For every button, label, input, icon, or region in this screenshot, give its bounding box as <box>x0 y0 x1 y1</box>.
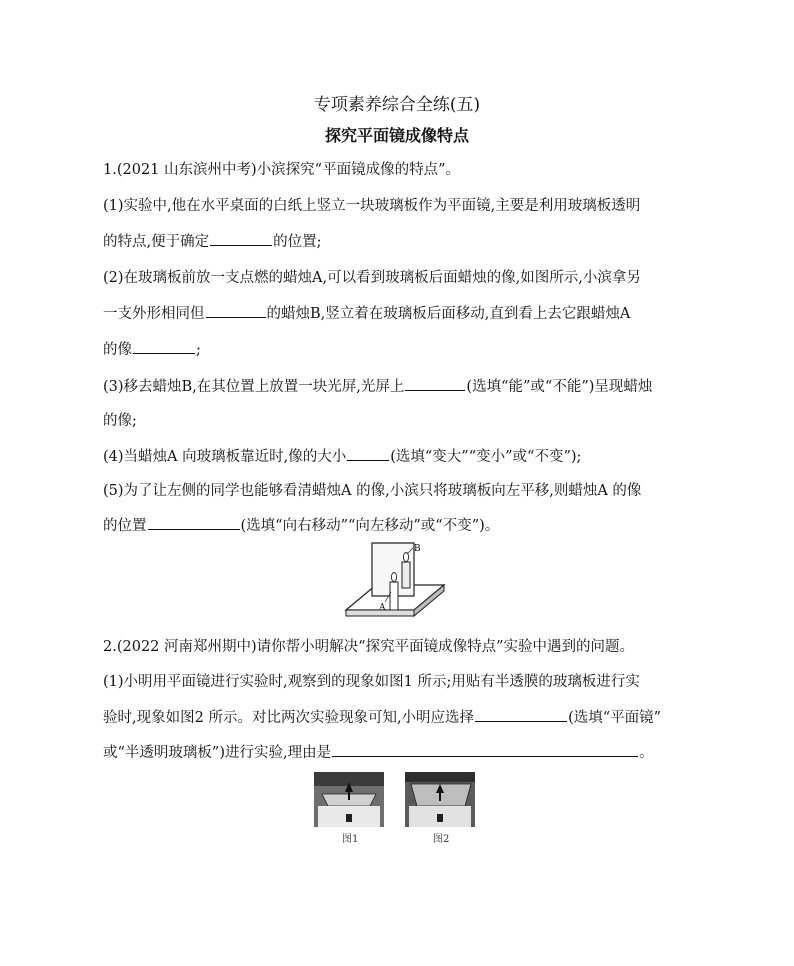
q1-part3-text-b: (选填“能”或“不能”)呈现蜡烛 <box>466 379 653 395</box>
q1-part4-line <box>103 446 581 467</box>
q1-part1-text-a: 的特点,便于确定 <box>103 234 210 250</box>
fig1-candle <box>346 814 352 822</box>
figure-2-photo <box>405 772 475 827</box>
q1-part5-text-a: 的位置 <box>103 518 147 534</box>
q1-part2-text-c: 的像 <box>103 342 132 358</box>
q2-part1-line1: (1)小明用平面镜进行实验时,观察到的现象如图1 所示;用贴有半透膜的玻璃板进行实 <box>103 674 640 690</box>
q2-part1-blank2[interactable] <box>332 742 638 757</box>
q1-part4-blank[interactable] <box>347 446 389 461</box>
q1-part2-text-b: 的蜡烛B,竖立着在玻璃板后面移动,直到看上去它跟蜡烛A <box>266 306 631 322</box>
candle-b-image-flame <box>403 553 408 562</box>
figure-2-caption: 图2 <box>433 834 450 845</box>
q1-part1-text-b: 的位置; <box>273 234 322 250</box>
q1-part5-blank[interactable] <box>148 515 240 530</box>
q1-part2-blank2[interactable] <box>133 339 195 354</box>
q1-part2-line1: (2)在玻璃板前放一支点燃的蜡烛A,可以看到玻璃板后面蜡烛的像,如图所示,小滨拿另 <box>103 270 641 286</box>
candle-a <box>390 582 398 610</box>
q1-stem: 1.(2021 山东滨州中考)小滨探究“平面镜成像的特点”。 <box>103 162 460 178</box>
q2-stem: 2.(2022 河南郑州期中)请你帮小明解决“探究平面镜成像特点”实验中遇到的问题。 <box>103 639 634 655</box>
figure-1-caption: 图1 <box>342 834 359 845</box>
q1-part4-text-b: (选填“变大”“变小”或“不变”); <box>390 449 582 465</box>
candle-b <box>402 562 410 588</box>
q1-part2-line2 <box>103 303 630 324</box>
q2-part1-blank1[interactable] <box>475 707 567 722</box>
q1-part3-line2: 的像; <box>103 413 137 429</box>
q1-part2-line3 <box>103 339 201 360</box>
page-subtitle: 探究平面镜成像特点 <box>324 126 469 145</box>
q1-part2-text-a: 一支外形相同但 <box>103 306 205 322</box>
figure-1-photo <box>314 772 384 827</box>
q1-part5-text-b: (选填“向右移动”“向左移动”或“不变”)。 <box>240 518 500 534</box>
candle-a-flame <box>391 573 396 582</box>
q1-part4-text-a: (4)当蜡烛A 向玻璃板靠近时,像的大小 <box>103 449 347 465</box>
fig2-top-shadow <box>405 772 475 782</box>
q2-part1-text-a: 验时,现象如图2 所示。对比两次实验现象可知,小明应选择 <box>103 710 475 726</box>
q2-part1-text-c: 或“半透明玻璃板”)进行实验,理由是 <box>103 745 332 761</box>
candle-mirror-figure <box>344 540 448 622</box>
q1-part1-line2 <box>103 231 322 252</box>
q2-part1-line2 <box>103 707 661 728</box>
q1-part1-line1: (1)实验中,他在水平桌面的白纸上竖立一块玻璃板作为平面镜,主要是利用玻璃板透明 <box>103 198 641 214</box>
q2-part1-line3 <box>103 742 654 763</box>
q1-part2-text-d: ; <box>196 342 201 358</box>
q1-part5-line2 <box>103 515 499 536</box>
label-b: B <box>414 544 421 554</box>
fig2-candle <box>437 814 443 822</box>
q1-part3-line1 <box>103 376 652 397</box>
q1-part2-blank1[interactable] <box>206 303 266 318</box>
q2-part1-text-b: (选填“平面镜” <box>568 710 662 726</box>
q1-part3-blank[interactable] <box>405 376 465 391</box>
page-title: 专项素养综合全练(五) <box>313 95 481 115</box>
q2-part1-text-d: 。 <box>639 745 654 761</box>
q1-part3-text-a: (3)移去蜡烛B,在其位置上放置一块光屏,光屏上 <box>103 379 405 395</box>
label-a: A <box>379 603 386 613</box>
q1-part1-blank[interactable] <box>210 231 272 246</box>
q1-part5-line1: (5)为了让左侧的同学也能够看清蜡烛A 的像,小滨只将玻璃板向左平移,则蜡烛A 的像 <box>103 483 642 499</box>
